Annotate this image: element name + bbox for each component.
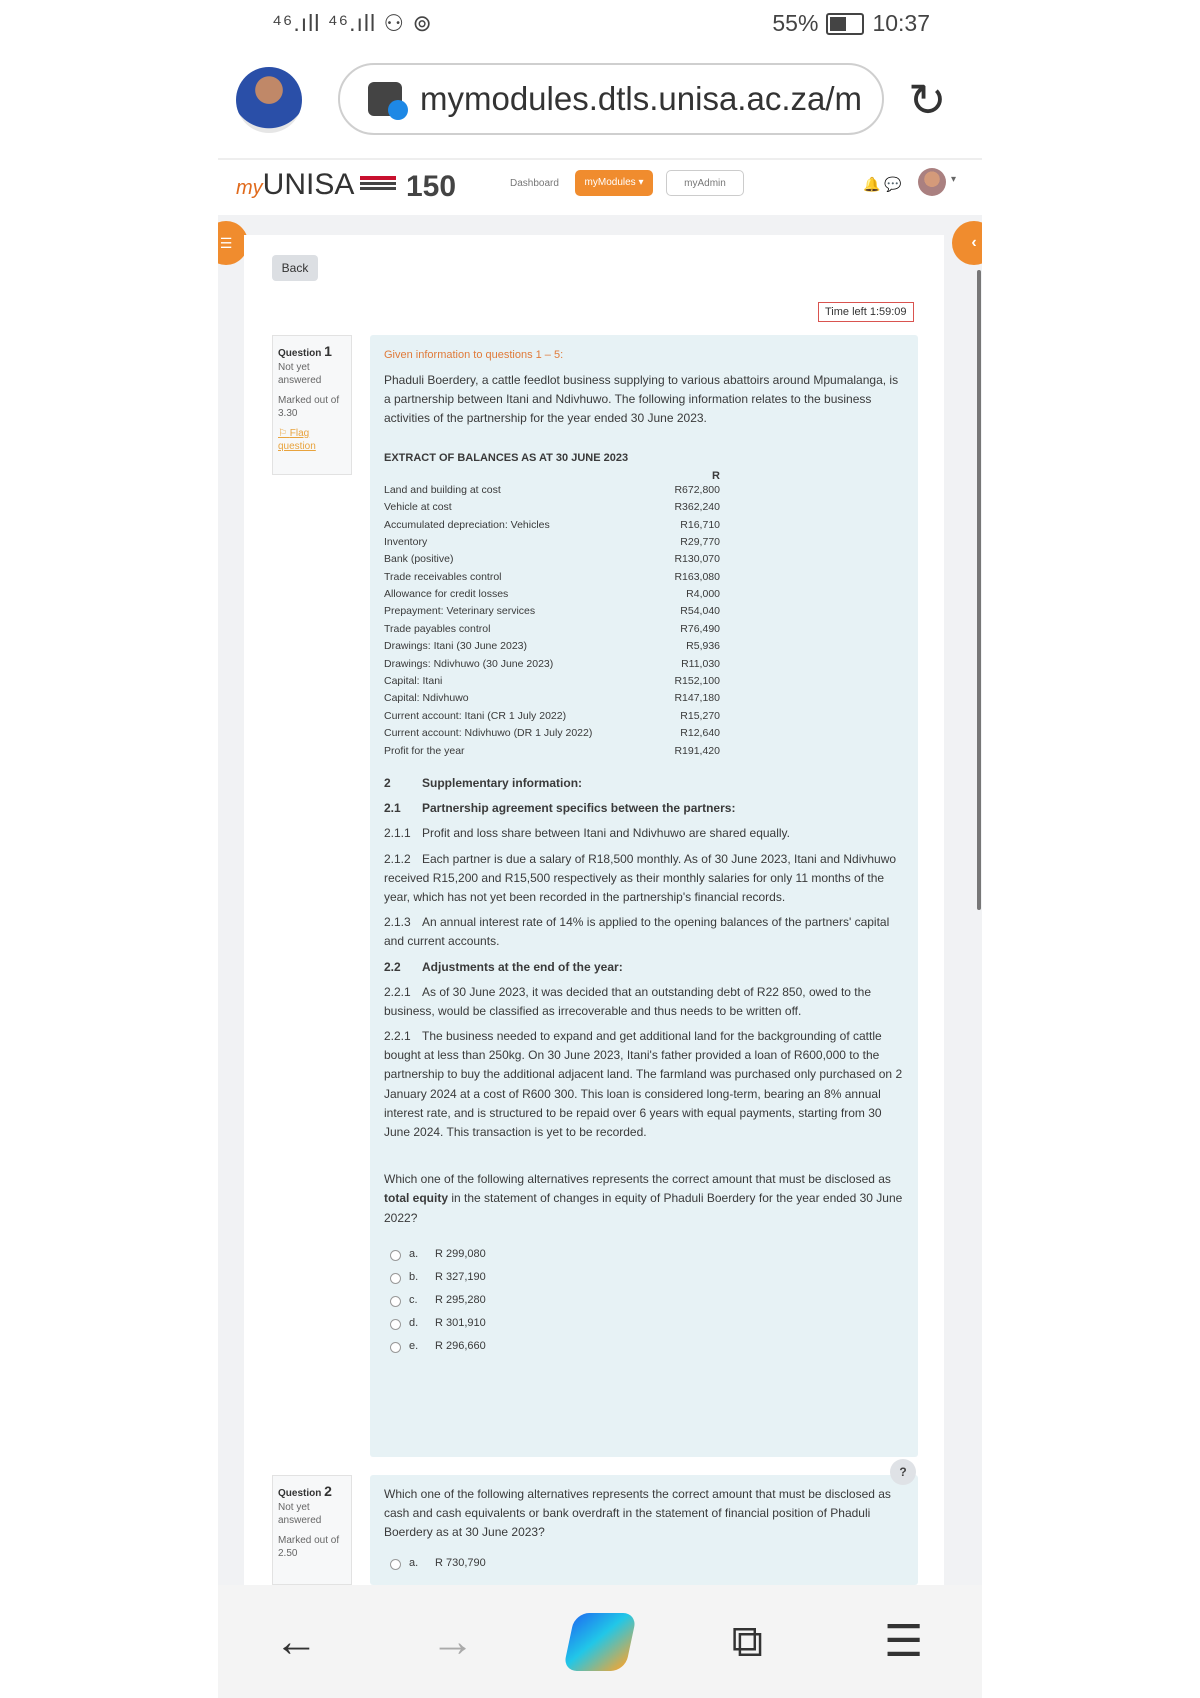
question-marks: Marked out of 2.50 [278, 1534, 340, 1560]
intro-text: Phaduli Boerdery, a cattle feedlot business supplying to various abattoirs around Mpumalanga, is a partnership between Itani and Ndivhuwo. The following information relates to the business activities of the partnership for the year ended 30 June 2023. [384, 372, 899, 425]
supp-text: The business needed to expand and get additional land for the backgrounding of cattle bought at less than 250kg. On 30 June 2023, Itani's father provided a loan of R600,000 to the partnership to buy the additional adjacent land. The farmland was purchased only purchased on 2 January 2024 at a cost of R600 300. This loan is considered long-term, bearing an 8% annual interest rate, and is structured to be repaid over 6 years with equal payments, starting from 30 June 2024. This transaction is yet to be recorded. [384, 1029, 903, 1139]
copilot-icon[interactable] [563, 1613, 637, 1671]
balance-row [384, 517, 904, 534]
answer-option-a[interactable] [384, 1553, 904, 1576]
balance-row [384, 569, 904, 586]
question-1-content [370, 335, 918, 1457]
supp-heading [384, 774, 904, 793]
balance-row [384, 482, 904, 499]
question-1-info: Question 1 Not yet answered Marked out of 3.30 ⚐ Flag question [272, 335, 352, 475]
balance-label: Current account: Ndivhuwo (DR 1 July 2022) [384, 727, 593, 740]
option-value: R 295,280 [435, 1294, 486, 1307]
phone-screen [218, 0, 982, 1698]
help-button[interactable]: ? [890, 1459, 916, 1485]
clock: 10:37 [872, 10, 930, 36]
balance-row [384, 621, 904, 638]
battery-percent: 55% [772, 10, 819, 36]
answer-options [384, 1553, 904, 1576]
option-letter: c. [409, 1294, 418, 1307]
balance-row [384, 603, 904, 620]
balance-label: Capital: Ndivhuwo [384, 692, 469, 705]
balance-label: Trade receivables control [384, 570, 502, 583]
given-info-heading: Given information to questions 1 – 5: [384, 349, 564, 361]
forward-arrow-icon[interactable]: → [430, 1616, 475, 1666]
nav-dashboard[interactable]: Dashboard [510, 178, 559, 189]
chevron-down-icon[interactable]: ▾ [951, 174, 957, 185]
supp-paragraph [384, 850, 904, 908]
bell-icon[interactable]: 🔔 [863, 176, 881, 192]
question-status: Not yet answered [278, 1501, 322, 1527]
url-text: mymodules.dtls.unisa.ac.za/m [420, 80, 863, 117]
supp-paragraph [384, 824, 904, 843]
balance-value: R4,000 [686, 588, 720, 601]
nav-myadmin[interactable]: myAdmin [666, 170, 744, 196]
balance-row [384, 499, 904, 516]
supp-heading [384, 958, 904, 977]
answer-option-e[interactable] [384, 1336, 904, 1359]
balance-value: R147,180 [674, 692, 720, 705]
balance-row [384, 638, 904, 655]
option-value: R 327,190 [435, 1271, 486, 1284]
profile-avatar[interactable] [236, 67, 302, 133]
balance-row [384, 725, 904, 742]
radio-button[interactable] [390, 1559, 401, 1570]
balance-label: Bank (positive) [384, 553, 454, 566]
supp-paragraph [384, 913, 904, 951]
site-header [218, 158, 982, 215]
supp-text: Supplementary information: [422, 776, 583, 790]
answer-option-c[interactable] [384, 1290, 904, 1313]
site-info-icon[interactable] [368, 82, 402, 116]
balance-value: R152,100 [674, 675, 720, 688]
battery-indicator [772, 10, 930, 37]
supp-text: As of 30 June 2023, it was decided that an outstanding debt of R22 850, owed to the business, would be classified as irrecoverable and thus needs to be written off. [384, 984, 871, 1018]
balance-row [384, 534, 904, 551]
balance-label: Land and building at cost [384, 483, 501, 496]
balance-row [384, 586, 904, 603]
back-button[interactable]: Back [272, 255, 318, 281]
browser-bottom-nav [218, 1585, 982, 1698]
balance-label: Drawings: Ndivhuwo (30 June 2023) [384, 657, 554, 670]
option-letter: a. [409, 1557, 419, 1570]
flag-icon: ⚐ [278, 427, 287, 439]
anniversary-logo: 150 [406, 170, 457, 203]
balance-value: R130,070 [674, 553, 720, 566]
drawer-toggle-icon[interactable]: ☰ [218, 221, 248, 265]
option-letter: d. [409, 1317, 419, 1330]
radio-button[interactable] [390, 1296, 401, 1307]
question-text: Which one of the following alternatives represents the correct amount that must be disclosed as cash and cash equivalents or bank overdraft in the statement of financial position of Phaduli Boerdery as at 30 June 2023? [384, 1487, 891, 1540]
option-value: R 299,080 [435, 1248, 486, 1261]
balance-label: Capital: Itani [384, 675, 443, 688]
back-arrow-icon[interactable]: ← [274, 1616, 319, 1666]
supp-number: 2.2.1 [384, 984, 411, 999]
page-body [218, 215, 982, 1585]
balance-label: Trade payables control [384, 622, 491, 635]
supp-number: 2 [384, 776, 391, 790]
supp-text: An annual interest rate of 14% is applied to the opening balances of the partners' capital and current accounts. [384, 915, 890, 949]
balance-row [384, 673, 904, 690]
flag-stripes-icon [360, 174, 404, 200]
balance-value: R12,640 [680, 727, 720, 740]
balance-row [384, 551, 904, 568]
address-bar[interactable] [338, 63, 884, 135]
answer-option-b[interactable] [384, 1267, 904, 1290]
option-value: R 730,790 [435, 1557, 486, 1570]
status-bar [218, 0, 982, 50]
extract-title: EXTRACT OF BALANCES AS AT 30 JUNE 2023 [384, 452, 629, 465]
timer: Time left 1:59:09 [818, 302, 914, 322]
battery-icon [826, 13, 864, 35]
balance-row [384, 656, 904, 673]
balance-row [384, 743, 904, 760]
balance-label: Current account: Itani (CR 1 July 2022) [384, 709, 567, 722]
supp-number: 2.1.3 [384, 915, 411, 930]
supplementary-info [384, 774, 904, 1142]
radio-button[interactable] [390, 1250, 401, 1261]
balance-label: Allowance for credit losses [384, 588, 509, 601]
balance-row [384, 690, 904, 707]
balance-value: R76,490 [680, 622, 720, 635]
balance-value: R163,080 [674, 570, 720, 583]
question-2-content [370, 1475, 918, 1585]
balance-value: R5,936 [686, 640, 720, 653]
question-marks: Marked out of 3.30 [278, 394, 340, 420]
balance-value: R54,040 [680, 605, 720, 618]
balance-value: R672,800 [674, 483, 720, 496]
balances-table [384, 482, 904, 760]
balance-value: R16,710 [680, 518, 720, 531]
balance-label: Prepayment: Veterinary services [384, 605, 536, 618]
supp-number: 2.1.2 [384, 851, 411, 866]
balance-value: R29,770 [680, 535, 720, 548]
radio-button[interactable] [390, 1273, 401, 1284]
supp-heading [384, 799, 904, 818]
flag-question-link[interactable]: ⚐ Flag question [278, 427, 316, 453]
user-avatar[interactable] [918, 168, 946, 196]
question-2-info: Question 2 Not yet answered Marked out of 2.50 [272, 1475, 352, 1585]
supp-number: 2.1.1 [384, 826, 411, 841]
question-status: Not yet answered [278, 361, 322, 387]
balance-value: R15,270 [680, 709, 720, 722]
tabs-icon[interactable]: ⧉ [731, 1616, 764, 1666]
option-letter: b. [409, 1271, 419, 1284]
option-letter: a. [409, 1248, 419, 1261]
balance-label: Accumulated depreciation: Vehicles [384, 518, 550, 531]
supp-text: Partnership agreement specifics between the partners: [422, 801, 736, 816]
menu-icon[interactable]: ☰ [884, 1617, 924, 1666]
supp-paragraph [384, 983, 904, 1021]
option-letter: e. [409, 1340, 419, 1353]
supp-text: Each partner is due a salary of R18,500 monthly. As of 30 June 2023, Itani and Ndivhuwo received R15,200 and R15,500 respectively as their monthly salaries for only 11 months of the year, which has not yet been recorded in the partnership's financial records. [384, 851, 897, 904]
supp-text: Adjustments at the end of the year: [422, 959, 623, 974]
balance-value: R362,240 [674, 501, 720, 514]
question-text: Which one of the following alternatives represents the correct amount that must be disclosed as total equity in the statement of changes in equity of Phaduli Boerdery for the year ended 30 June 2022? [384, 1172, 903, 1225]
signal-icon: ⁴⁶.ıll ⁴⁶.ıll ⚇ ⊚ [272, 10, 433, 36]
balance-label: Drawings: Itani (30 June 2023) [384, 640, 527, 653]
supp-text: Profit and loss share between Itani and Ndivhuwo are shared equally. [422, 826, 790, 841]
supp-number: 2.2 [384, 959, 401, 974]
block-drawer-icon[interactable]: ‹ [952, 221, 982, 265]
balance-value: R11,030 [681, 657, 720, 670]
scrollbar[interactable] [977, 270, 981, 910]
balance-label: Profit for the year [384, 744, 465, 757]
unisa-logo[interactable]: myUNISA [236, 168, 355, 201]
answer-option-d[interactable] [384, 1313, 904, 1336]
supp-paragraph [384, 1027, 904, 1142]
balance-label: Vehicle at cost [384, 501, 452, 514]
chat-icon[interactable]: 💬 [884, 176, 902, 192]
answer-options [384, 1244, 904, 1359]
balance-row [384, 708, 904, 725]
option-value: R 296,660 [435, 1340, 486, 1353]
radio-button[interactable] [390, 1342, 401, 1353]
supp-number: 2.2.1 [384, 1029, 411, 1044]
option-value: R 301,910 [435, 1317, 486, 1330]
supp-number: 2.1 [384, 801, 401, 816]
radio-button[interactable] [390, 1319, 401, 1330]
currency-header: R [712, 469, 720, 482]
reload-icon[interactable]: ↻ [908, 74, 947, 126]
nav-mymodules[interactable]: myModules ▾ [575, 170, 653, 196]
answer-option-a[interactable] [384, 1244, 904, 1267]
balance-label: Inventory [384, 535, 428, 548]
balance-value: R191,420 [674, 744, 720, 757]
browser-toolbar [218, 55, 982, 155]
